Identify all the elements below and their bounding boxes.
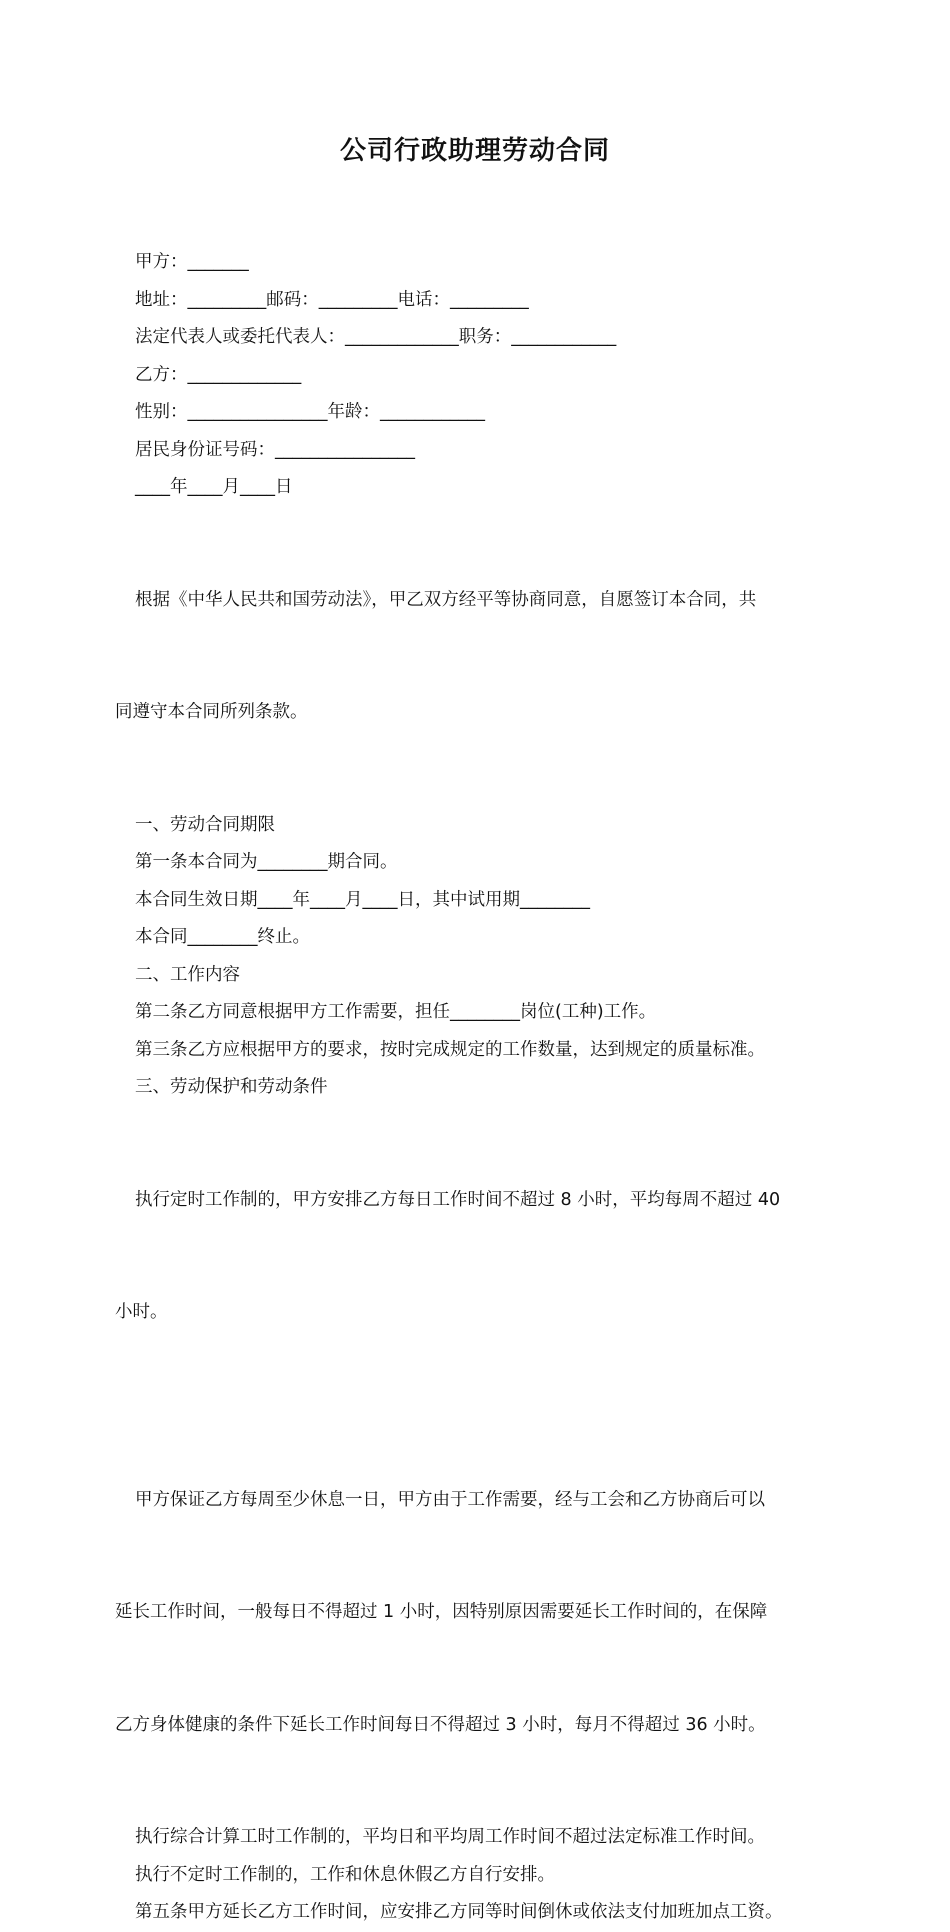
- paragraph-line: 甲方保证乙方每周至少休息一日，甲方由于工作需要，经与工会和乙方协商后可以: [135, 1489, 765, 1510]
- clause-line: 第三条乙方应根据甲方的要求，按时完成规定的工作数量，达到规定的质量标准。: [135, 1039, 765, 1060]
- clause-line: 第五条甲方延长乙方工作时间，应安排乙方同等时间倒休或依法支付加班加点工资。: [135, 1902, 783, 1922]
- clause-line: 第二条乙方同意根据甲方工作需要，担任________岗位(工种)工作。: [135, 1002, 657, 1022]
- preamble-line: 根据《中华人民共和国劳动法》，甲乙双方经平等协商同意，自愿签订本合同，共: [135, 589, 757, 610]
- date-line: ____年____月____日: [135, 477, 293, 497]
- clause-line: 本合同________终止。: [135, 927, 310, 947]
- preamble-paragraph: [115, 507, 845, 807]
- section-heading: 一、劳动合同期限: [135, 814, 275, 835]
- clause-line: 执行不定时工作制的，工作和休息休假乙方自行安排。: [135, 1864, 555, 1885]
- preamble-line: 同遵守本合同所列条款。: [115, 702, 308, 722]
- working-hours-paragraph: [115, 1107, 845, 1407]
- party-b-line: 乙方：_____________: [135, 364, 302, 385]
- address-line: 地址：_________邮码：_________电话：_________: [135, 289, 529, 310]
- clause-line: 本合同生效日期____年____月____日，其中试用期________: [135, 889, 590, 910]
- section-heading: 三、劳动保护和劳动条件: [135, 1077, 328, 1097]
- clause-line: 第一条本合同为________期合同。: [135, 852, 398, 872]
- id-number-line: 居民身份证号码：________________: [135, 439, 415, 460]
- paragraph-line: 执行定时工作制的，甲方安排乙方每日工作时间不超过 8 小时，平均每周不超过 40: [135, 1189, 781, 1210]
- clause-line: 执行综合计算工时工作制的，平均日和平均周工作时间不超过法定标准工作时间。: [135, 1827, 765, 1847]
- document-body: [115, 244, 845, 1932]
- document-title: 公司行政助理劳动合同: [339, 136, 610, 166]
- legal-representative-line: 法定代表人或委托代表人：_____________职务：____________: [135, 327, 617, 347]
- section-heading: 二、工作内容: [135, 964, 240, 985]
- paragraph-line: 小时。: [115, 1302, 168, 1322]
- rest-day-paragraph: [115, 1407, 845, 1820]
- party-a-line: 甲方：_______: [135, 252, 249, 272]
- paragraph-line: 乙方身体健康的条件下延长工作时间每日不得超过 3 小时，每月不得超过 36 小时。: [115, 1714, 766, 1735]
- paragraph-line: 延长工作时间，一般每日不得超过 1 小时，因特别原因需要延长工作时间的，在保障: [115, 1602, 768, 1622]
- gender-age-line: 性别：________________年龄：____________: [135, 402, 485, 422]
